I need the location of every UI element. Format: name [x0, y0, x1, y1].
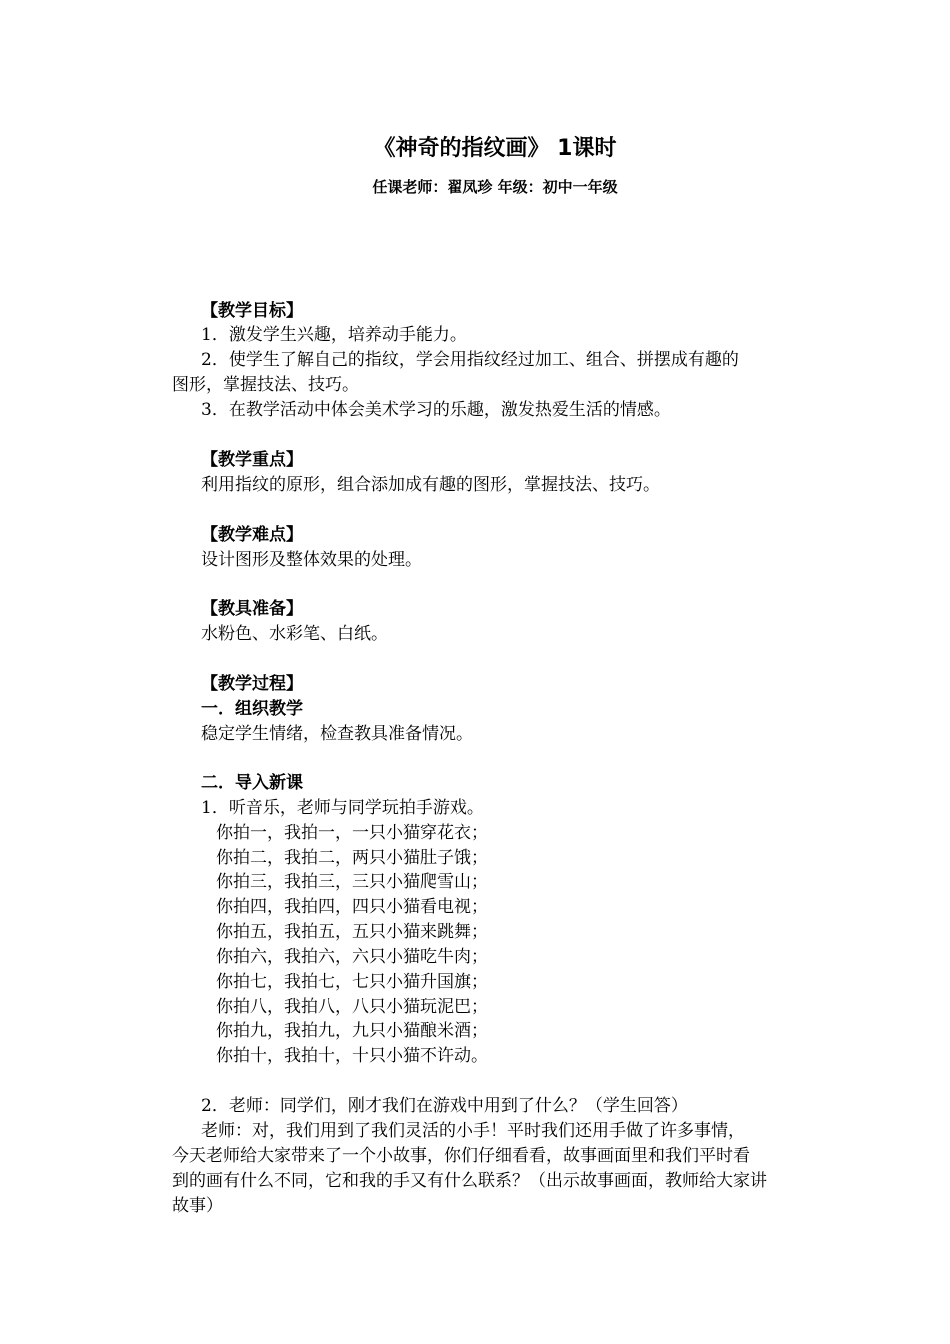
part1-text: 稳定学生情绪，检查教具准备情况。	[201, 724, 473, 744]
rhyme-line: 你拍七，我拍七，七只小猫升国旗；	[216, 972, 488, 992]
rhyme-line: 你拍五，我拍五，五只小猫来跳舞；	[216, 922, 488, 942]
goal-item-3: 3．在教学活动中体会美术学习的乐趣，激发热爱生活的情感。	[201, 400, 671, 420]
teacher-paragraph-line-2: 今天老师给大家带来了一个小故事，你们仔细看看，故事画面里和我们平时看	[172, 1146, 750, 1166]
document-title: 《神奇的指纹画》 1课时	[373, 136, 617, 161]
part2-item-2: 2．老师：同学们，刚才我们在游戏中用到了什么？（学生回答）	[201, 1096, 688, 1116]
part2-item-1: 1．听音乐，老师与同学玩拍手游戏。	[201, 798, 484, 818]
teacher-paragraph-line-3: 到的画有什么不同，它和我的手又有什么联系？（出示故事画面，教师给大家讲	[172, 1171, 767, 1191]
rhyme-line: 你拍十，我拍十，十只小猫不许动。	[216, 1046, 488, 1066]
difficulties-text: 设计图形及整体效果的处理。	[201, 550, 422, 570]
teacher-paragraph-line-1: 老师：对，我们用到了我们灵活的小手！平时我们还用手做了许多事情，	[201, 1121, 745, 1141]
rhyme-line: 你拍九，我拍九，九只小猫酿米酒；	[216, 1021, 488, 1041]
key-points-heading: 【教学重点】	[201, 450, 303, 470]
goal-item-1: 1．激发学生兴趣，培养动手能力。	[201, 325, 467, 345]
rhyme-line: 你拍一，我拍一，一只小猫穿花衣；	[216, 823, 488, 843]
key-points-text: 利用指纹的原形，组合添加成有趣的图形，掌握技法、技巧。	[201, 475, 660, 495]
document-subtitle: 任课老师：翟凤珍 年级：初中一年级	[372, 178, 618, 196]
rhyme-line: 你拍八，我拍八，八只小猫玩泥巴；	[216, 997, 488, 1017]
teacher-paragraph-line-4: 故事）	[172, 1196, 223, 1216]
goal-item-2-line-2: 图形，掌握技法、技巧。	[172, 375, 359, 395]
rhyme-line: 你拍六，我拍六，六只小猫吃牛肉；	[216, 947, 488, 967]
rhyme-line: 你拍四，我拍四，四只小猫看电视；	[216, 897, 488, 917]
part2-heading: 二．导入新课	[201, 773, 303, 793]
goals-heading: 【教学目标】	[201, 301, 303, 321]
rhyme-line: 你拍三，我拍三，三只小猫爬雪山；	[216, 872, 488, 892]
difficulties-heading: 【教学难点】	[201, 525, 303, 545]
goal-item-2-line-1: 2．使学生了解自己的指纹，学会用指纹经过加工、组合、拼摆成有趣的	[201, 350, 739, 370]
process-heading: 【教学过程】	[201, 674, 303, 694]
materials-text: 水粉色、水彩笔、白纸。	[201, 624, 388, 644]
part1-heading: 一．组织教学	[201, 699, 303, 719]
materials-heading: 【教具准备】	[201, 599, 303, 619]
rhyme-line: 你拍二，我拍二，两只小猫肚子饿；	[216, 848, 488, 868]
